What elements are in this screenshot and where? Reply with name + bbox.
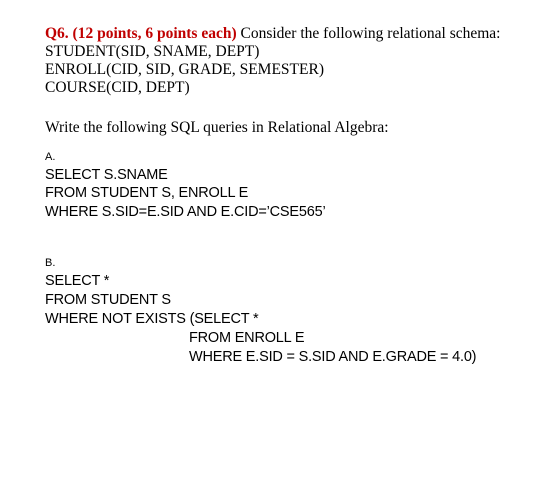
part-b-subquery-where: WHERE E.SID = S.SID AND E.GRADE = 4.0) [189, 349, 477, 365]
schema-enroll: ENROLL(CID, SID, GRADE, SEMESTER) [45, 61, 324, 78]
part-a-line-select: SELECT S.SNAME [45, 167, 168, 183]
part-a-line-where: WHERE S.SID=E.SID AND E.CID=’CSE565’ [45, 204, 326, 220]
part-b-subquery-from: FROM ENROLL E [189, 330, 305, 346]
part-a-line-from: FROM STUDENT S, ENROLL E [45, 185, 249, 201]
instruction-text: Write the following SQL queries in Relational Algebra: [45, 119, 389, 136]
part-b-label: B. [45, 257, 56, 269]
part-b-line-where: WHERE NOT EXISTS (SELECT * [45, 311, 259, 327]
schema-course: COURSE(CID, DEPT) [45, 79, 190, 96]
schema-student: STUDENT(SID, SNAME, DEPT) [45, 43, 260, 60]
question-header [45, 26, 501, 42]
question-heading: Q6. (12 points, 6 points each) [45, 25, 237, 42]
question-intro: Consider the following relational schema: [236, 25, 501, 42]
part-a-label: A. [45, 151, 56, 163]
part-b-line-from: FROM STUDENT S [45, 292, 171, 308]
part-b-line-select: SELECT * [45, 273, 110, 289]
